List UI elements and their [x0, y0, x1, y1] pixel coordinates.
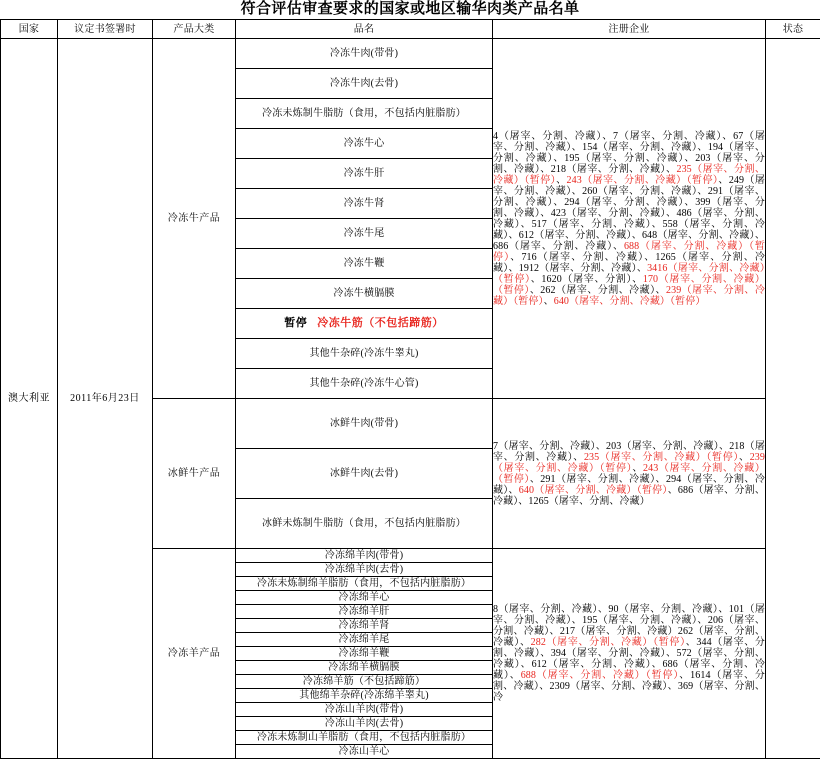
cell-product-name: 冷冻牛横膈膜: [236, 279, 493, 309]
suspend-label: 暂停: [284, 317, 308, 329]
firm-entry: 、: [556, 174, 567, 186]
cell-country: 澳大利亚: [1, 39, 58, 759]
firm-entry-suspended: 640（屠宰、分割、冷藏）（暂停）: [518, 484, 668, 496]
firm-entry: 、262（屠宰、分割、冷藏）、: [529, 284, 667, 296]
cell-product-name: 其他牛杂碎(冷冻牛睾丸): [236, 339, 493, 369]
firm-entry: 2309（屠宰、分割、冷藏）、369（屠宰、分割、冷: [493, 681, 766, 703]
firm-entry: 8（屠宰、分割、冷藏）、90（屠宰、分割、冷藏）、101（屠宰、分割、冷藏）、195（屠宰、分割、冷藏）、206（屠宰、分割、冷藏）、217（屠宰、分割、冷藏）262（屠宰、分割、冷藏）、: [493, 604, 765, 648]
cell-product-name: 冷冻绵羊鞭: [236, 647, 493, 661]
cell-product-name: 其他绵羊杂碎(冷冻绵羊睾丸): [236, 689, 493, 703]
firm-entry: 、249（屠宰、分割、冷藏）、260（屠宰、分割、冷藏）、291（屠宰、分割、冷藏）、294（屠宰、分割、冷藏）、399（屠宰、分割、冷藏）、423（屠宰、分割、冷藏）、486（屠宰、分割、冷藏）、517（屠宰、分割、冷藏）、558（屠宰、分割、冷藏）、612（屠宰、分割、冷藏）、648（屠宰、分割、冷藏）、686（屠宰、分割、冷藏）、: [493, 174, 765, 252]
firm-entry: 、291（屠宰、分割、冷藏）、294（屠宰、分割、冷藏）、: [493, 473, 765, 496]
firm-entry-suspended: 688（屠宰、分割、冷藏）（暂停）: [493, 240, 765, 263]
firm-entry: 、716（屠宰、分割、冷藏）、1265（屠宰、分割、冷藏）、1912（屠宰、分割、冷藏）、: [493, 251, 765, 274]
cell-product-name: 冷冻绵羊尾: [236, 633, 493, 647]
firm-entry: 、: [543, 295, 554, 307]
cell-product-name: [236, 309, 493, 339]
firm-entry-suspended: 282（屠宰、分割、冷藏）（暂停）: [530, 637, 686, 648]
firm-entry: 、1620（屠宰、分割）、: [530, 273, 643, 285]
firm-entry-suspended: 688（屠宰、分割、冷藏）（暂停）: [520, 670, 680, 681]
cell-product-name: 冷冻山羊肉(去骨): [236, 717, 493, 731]
cell-product-name: 冷冻绵羊筋（不包括蹄筋）: [236, 675, 493, 689]
firm-entry: 、1614（屠宰、分割、冷藏）、: [493, 670, 766, 692]
firm-entry-suspended: 243（屠宰、分割、冷藏）（暂停）: [566, 174, 719, 186]
cell-product-name: 冰鲜未炼制牛脂肪（食用，不包括内脏脂肪）: [236, 499, 493, 549]
column-header-country: 国家: [1, 20, 58, 39]
firm-entry-suspended: 239（屠宰、分割、冷藏）（暂停）: [493, 284, 765, 307]
firm-entry-suspended: 170（屠宰、分割、冷藏）（暂停）: [493, 273, 765, 296]
firm-entry: 、686（屠宰、分割、冷藏）、1265（屠宰、分割、冷藏）: [493, 484, 765, 507]
column-header-status: 状态: [766, 20, 820, 39]
firm-entry: 7（屠宰、分割、冷藏）、203（屠宰、分割、冷藏）、218（屠宰、分割、冷藏）、: [493, 440, 765, 463]
cell-product-name: 冷冻牛肉(带骨): [236, 39, 493, 69]
firm-entry: 、344（屠宰、分割、冷藏）、394（屠宰、分割、冷藏）、572（屠宰、分割、冷藏）、612（屠宰、分割、冷藏）、686（屠宰、分割、冷藏）、: [493, 637, 765, 681]
cell-product-name: 冷冻牛肾: [236, 189, 493, 219]
firm-entry: 、: [739, 451, 750, 463]
table-row: [1, 39, 820, 69]
cell-product-category: 冷冻牛产品: [153, 39, 236, 399]
cell-product-category: 冰鲜牛产品: [153, 399, 236, 549]
meat-product-list-table: [0, 19, 820, 759]
cell-product-name: 冷冻绵羊横膈膜: [236, 661, 493, 675]
cell-product-name: 其他牛杂碎(冷冻牛心管): [236, 369, 493, 399]
cell-product-name: 冰鲜牛肉(带骨): [236, 399, 493, 449]
cell-product-name: 冷冻牛肝: [236, 159, 493, 189]
cell-protocol-date: 2011年6月23日: [58, 39, 153, 759]
cell-product-name: 冷冻绵羊肾: [236, 619, 493, 633]
product-name-suspended: 冷冻牛筋（不包括蹄筋）: [317, 317, 444, 329]
table-body: [1, 39, 820, 759]
firm-entry-suspended: 239（屠宰、分割、冷藏）（暂停）: [493, 451, 766, 474]
cell-product-name: 冷冻牛鞭: [236, 249, 493, 279]
cell-product-name: 冷冻绵羊肉(带骨): [236, 549, 493, 563]
table-header-row: [1, 20, 820, 39]
page-title: 符合评估审查要求的国家或地区输华肉类产品名单: [240, 1, 580, 17]
cell-product-name: 冷冻牛肉(去骨): [236, 69, 493, 99]
cell-product-name: 冰鲜牛肉(去骨): [236, 449, 493, 499]
column-header-category: 产品大类: [153, 20, 236, 39]
firm-entry-suspended: 243（屠宰、分割、冷藏）（暂停）: [493, 462, 765, 485]
cell-product-name: 冷冻未炼制山羊脂肪（食用，不包括内脏脂肪）: [236, 731, 493, 745]
column-header-product: 品名: [236, 20, 493, 39]
table-header: [1, 20, 820, 39]
firm-entry-suspended: 640（屠宰、分割、冷藏）（暂停）: [553, 295, 706, 307]
cell-product-name: 冷冻牛心: [236, 129, 493, 159]
cell-product-name: 冷冻绵羊心: [236, 591, 493, 605]
cell-product-name: 冷冻未炼制牛脂肪（食用，不包括内脏脂肪）: [236, 99, 493, 129]
column-header-firms: 注册企业: [493, 20, 766, 39]
cell-product-category: 冷冻羊产品: [153, 549, 236, 759]
cell-registered-firms: [493, 399, 766, 549]
cell-product-name: 冷冻绵羊肝: [236, 605, 493, 619]
column-header-date: 议定书签署时: [58, 20, 153, 39]
cell-registered-firms: [493, 549, 766, 759]
firm-entry-suspended: 3416（屠宰、分割、冷藏）（暂停）: [493, 262, 765, 285]
firm-entry-suspended: 235（屠宰、分割、冷藏）（暂停）: [583, 451, 740, 463]
cell-product-name: 冷冻山羊心: [236, 745, 493, 759]
cell-product-name: 冷冻牛尾: [236, 219, 493, 249]
cell-registered-firms: [493, 39, 766, 399]
firm-entry-suspended: 235（屠宰、分割、冷藏）（暂停）: [493, 163, 766, 186]
firm-entry: 、: [632, 462, 644, 474]
cell-product-name: 冷冻未炼制绵羊脂肪（食用，不包括内脏脂肪）: [236, 577, 493, 591]
firm-entry: 4（屠宰、分割、冷藏）、7（屠宰、分割、冷藏）、67（屠宰、分割、冷藏）、154（屠宰、分割、冷藏）、194（屠宰、分割、冷藏）、195（屠宰、分割、冷藏）、203（屠宰、分割、冷藏）、218（屠宰、分割、冷藏）、: [493, 130, 765, 175]
cell-product-name: 冷冻绵羊肉(去骨): [236, 563, 493, 577]
cell-product-name: 冷冻山羊肉(带骨): [236, 703, 493, 717]
cell-status: [766, 39, 820, 759]
